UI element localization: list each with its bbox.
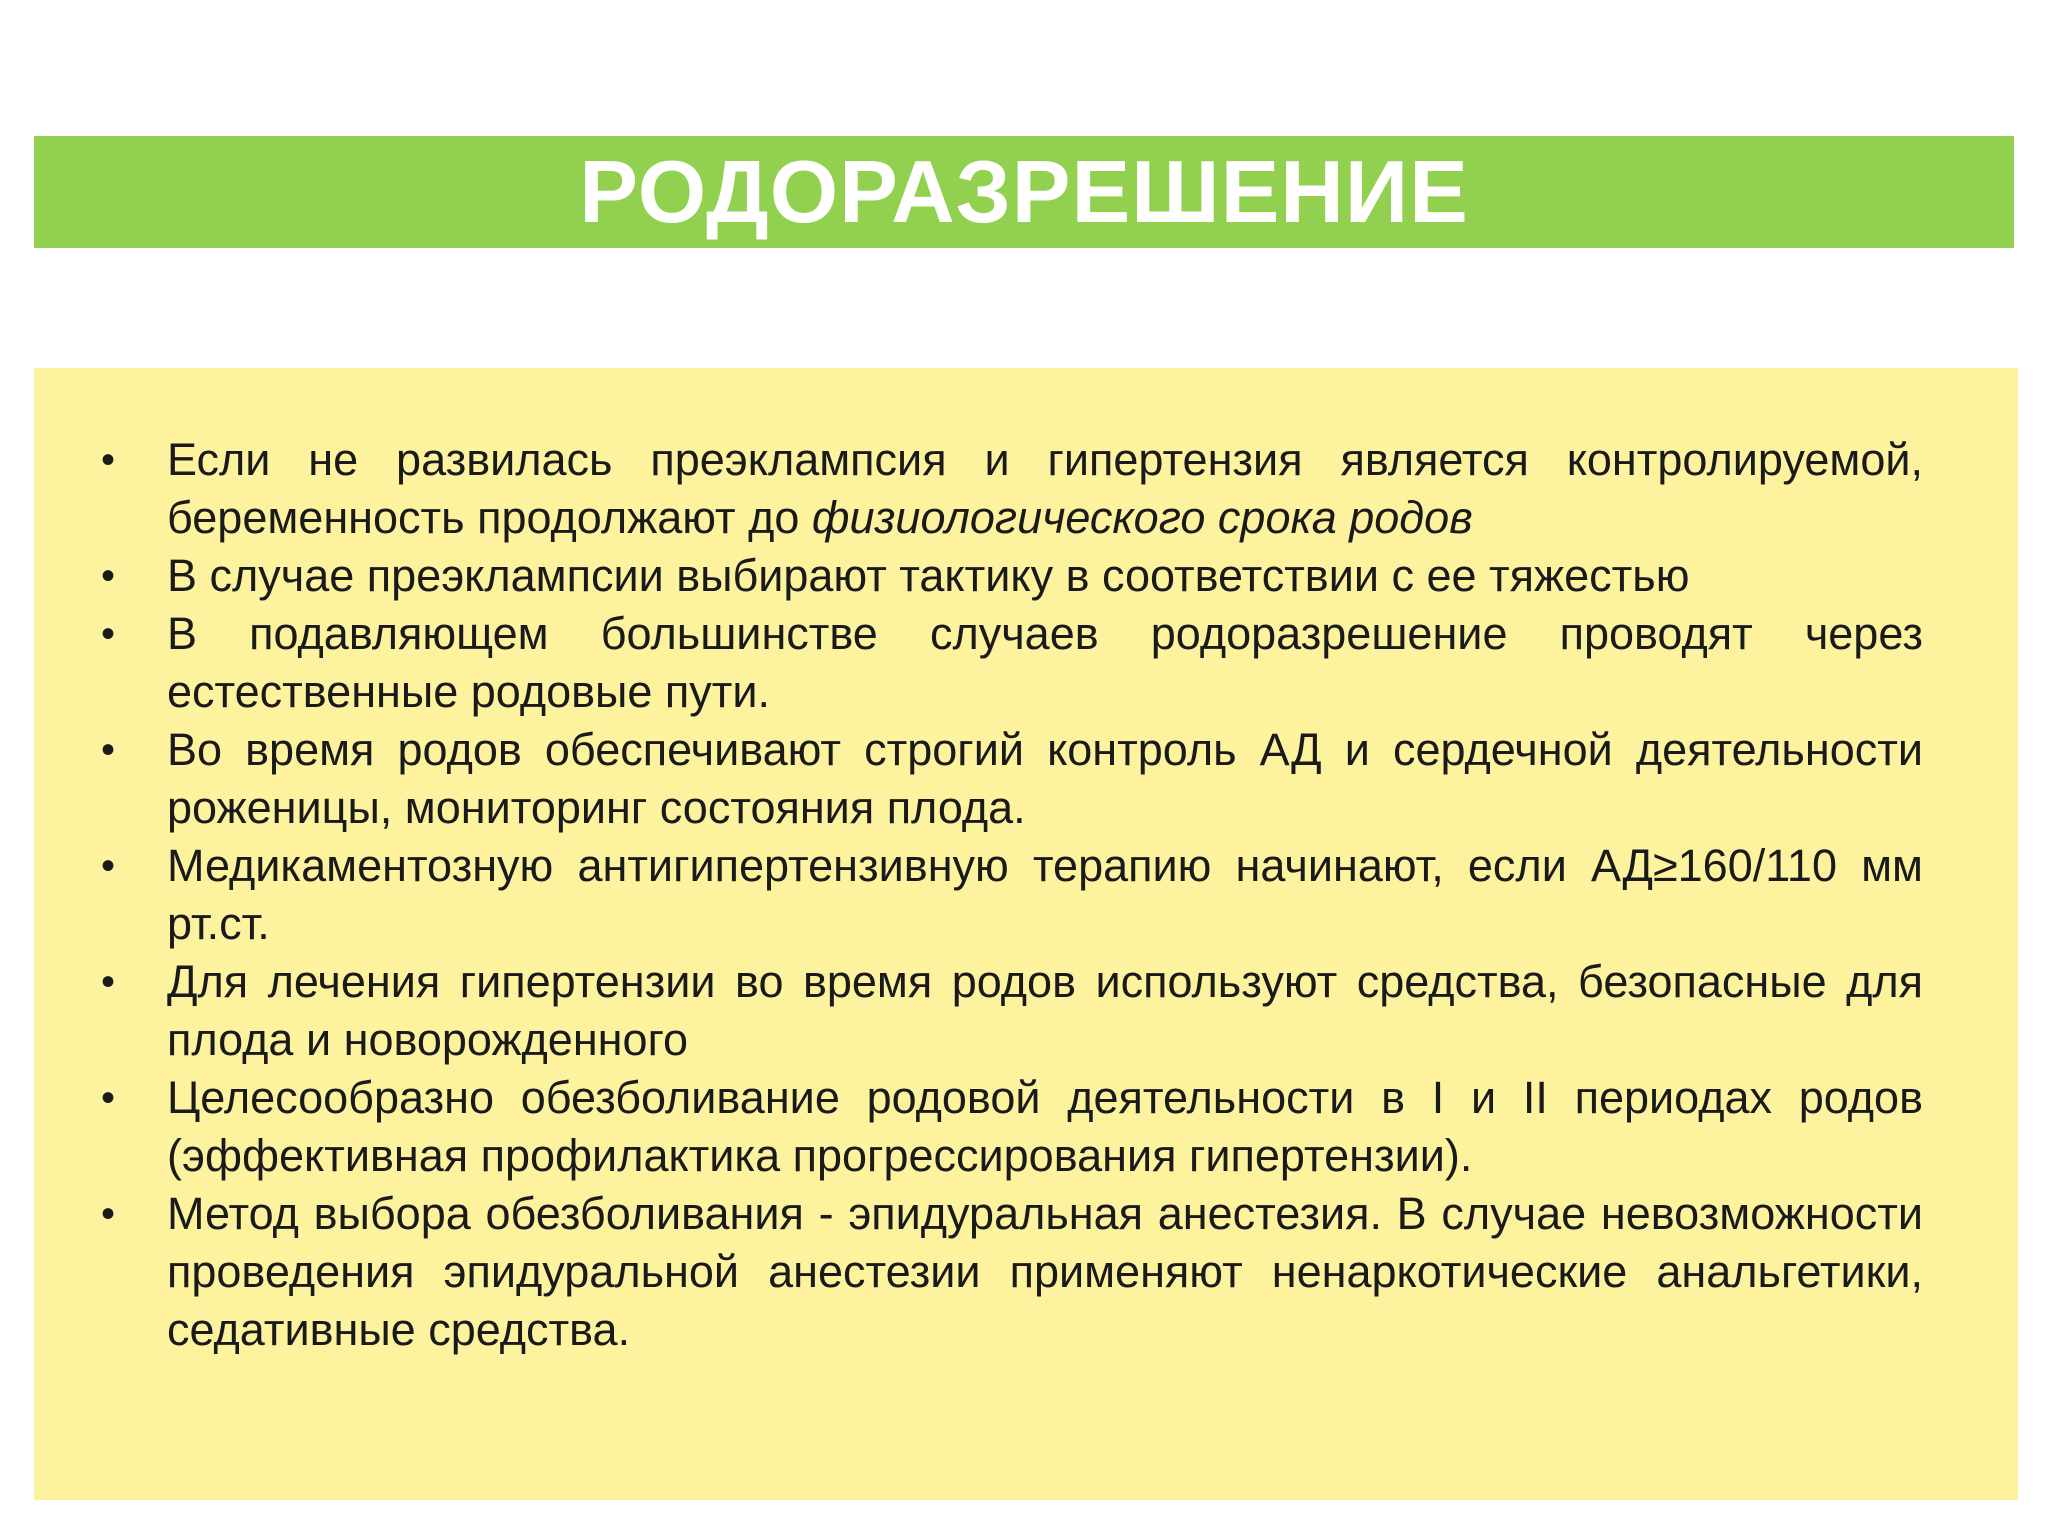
- list-item-text: Метод выбора обезболивания - эпидуральная анестезия. В случае невозможности проведения эпидуральной анестезии применяют ненаркотические анальгетики, седативные средства.: [167, 1188, 1923, 1355]
- bullet-icon: •: [101, 554, 116, 598]
- list-item-text: В подавляющем большинстве случаев родоразрешение проводят через естественные родовые пути.: [167, 608, 1923, 717]
- list-item-text: Во время родов обеспечивают строгий контроль АД и сердечной деятельности роженицы, мониторинг состояния плода.: [167, 724, 1923, 833]
- bullet-icon: •: [101, 960, 116, 1004]
- bullet-icon: •: [101, 728, 116, 772]
- bullet-icon: •: [101, 612, 116, 656]
- title-bar: [34, 136, 2014, 248]
- list-item: [101, 721, 1923, 837]
- list-item-text: Целесообразно обезболивание родовой деятельности в I и II периодах родов (эффективная профилактика прогрессирования гипертензии).: [167, 1072, 1923, 1181]
- list-item: [101, 431, 1923, 547]
- bullet-list: [101, 431, 1923, 1359]
- list-item-text: Медикаментозную антигипертензивную терапию начинают, если АД≥160/110 мм рт.ст.: [167, 840, 1923, 949]
- content-panel: [34, 368, 2018, 1500]
- list-item: [101, 953, 1923, 1069]
- bullet-icon: •: [101, 1076, 116, 1120]
- list-item: [101, 837, 1923, 953]
- bullet-icon: •: [101, 844, 116, 888]
- list-item-text: Если не развилась преэклампсия и гипертензия является контролируемой, беременность продолжают до: [167, 434, 1923, 543]
- list-item: [101, 547, 1923, 605]
- list-item-text: В случае преэклампсии выбирают тактику в соответствии с ее тяжестью: [167, 550, 1690, 601]
- list-item-emphasis: физиологического срока родов: [811, 492, 1473, 543]
- list-item: [101, 1185, 1923, 1359]
- bullet-icon: •: [101, 1192, 116, 1236]
- page-title: РОДОРАЗРЕШЕНИЕ: [579, 142, 1469, 241]
- list-item-text: Для лечения гипертензии во время родов используют средства, безопасные для плода и новорожденного: [167, 956, 1923, 1065]
- list-item: [101, 605, 1923, 721]
- bullet-icon: •: [101, 438, 116, 482]
- list-item: [101, 1069, 1923, 1185]
